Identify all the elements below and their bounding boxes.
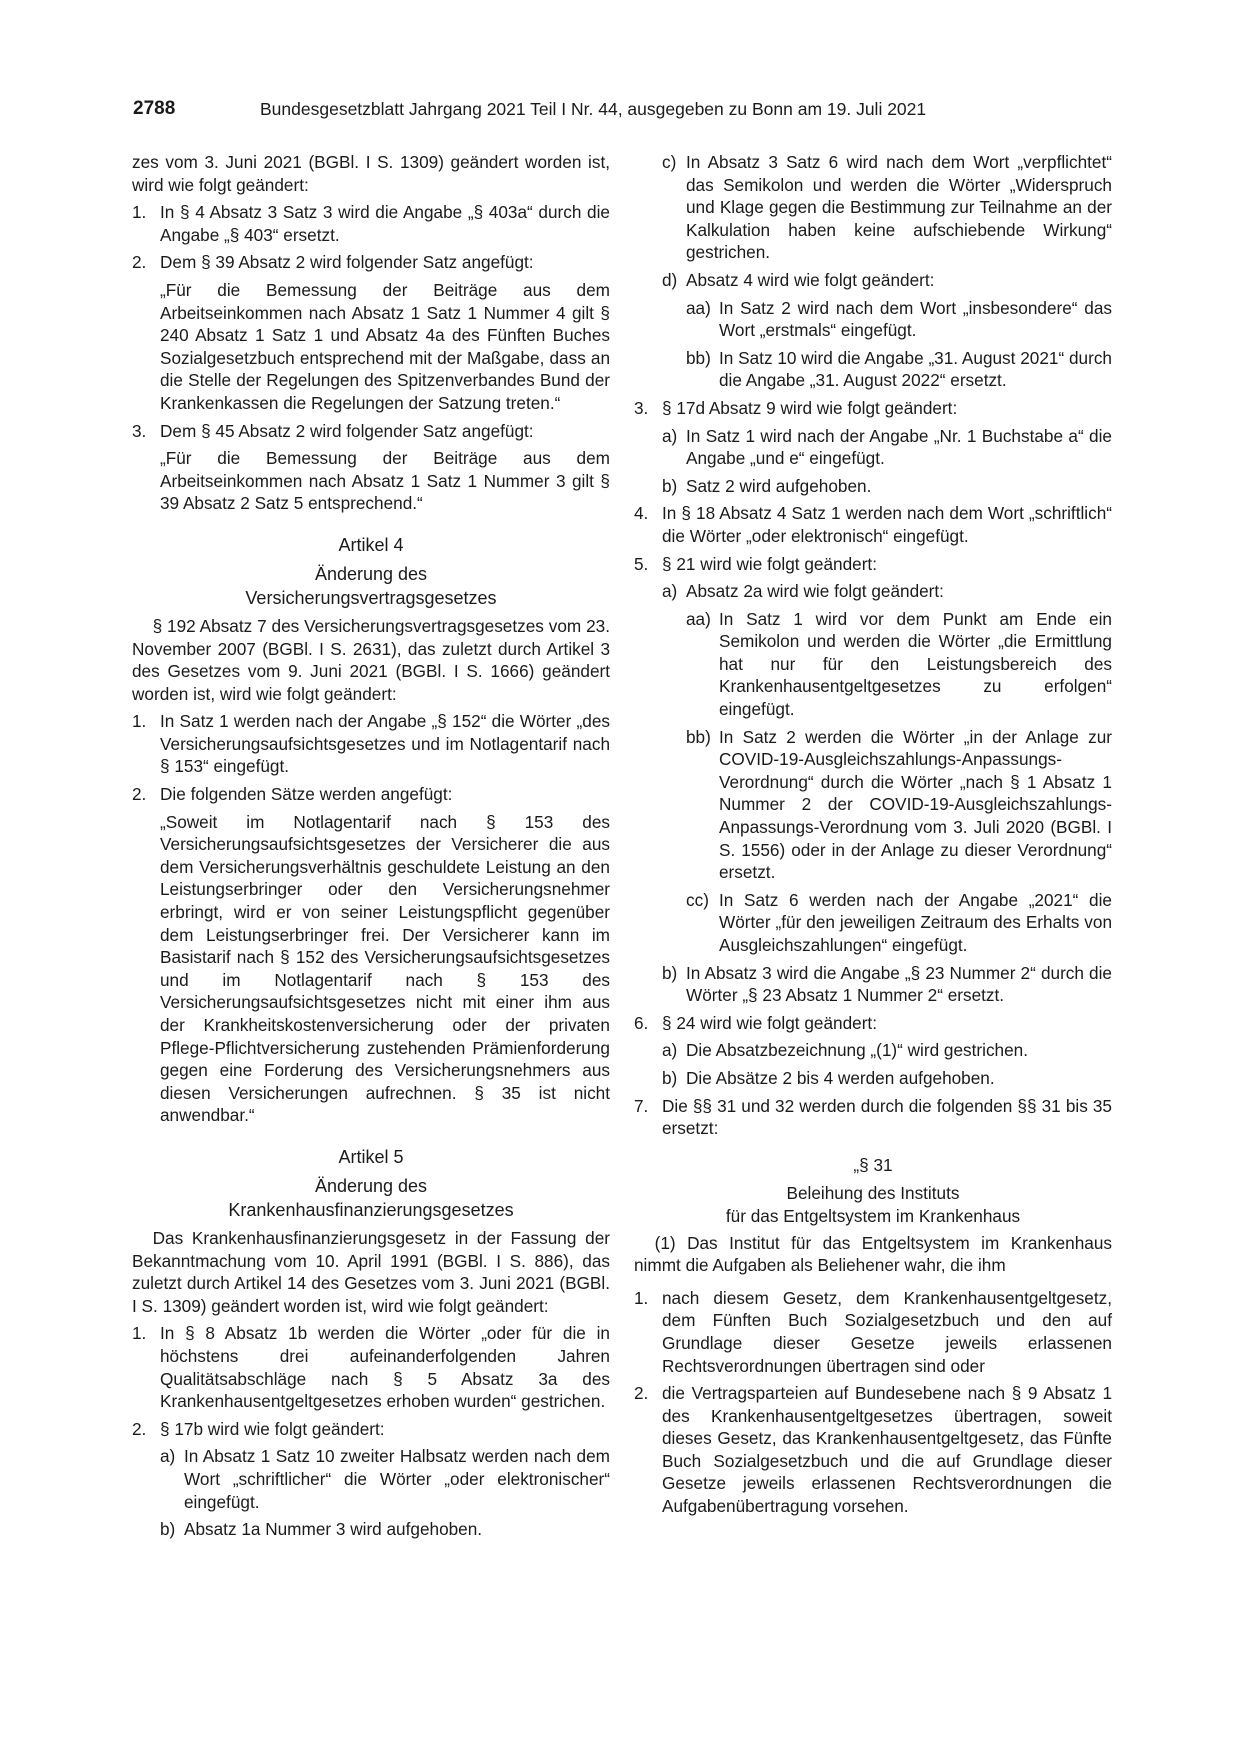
- sub-sub-item: [686, 889, 1112, 957]
- sub-item-text: Absatz 1a Nummer 3 wird aufgehoben.: [184, 1519, 483, 1540]
- item-text: In § 4 Absatz 3 Satz 3 wird die Angabe „§ 403a“ durch die Angabe „§ 403“ ersetzt.: [160, 202, 610, 245]
- article-title-line: Versicherungsvertragsgesetzes: [245, 587, 497, 608]
- continuation-paragraph: zes vom 3. Juni 2021 (BGBl. I S. 1309) geändert worden ist, wird wie folgt geändert:: [132, 152, 610, 195]
- sub-sub-item-text: In Satz 2 werden die Wörter „in der Anlage zur COVID-19-Ausgleichszahlungs-Anpassungs-Verordnung“ durch die Wörter „nach § 1 Absatz 1 Nummer 2 der COVID-19-Ausgleichszahlungs-Anpassungs-Verordnung vom 3. Juli 2020 (BGBl. I S. 1556) oder in der Anlage zu dieser Verordnung“ ersetzt.: [719, 726, 1112, 883]
- sub-sub-item: [686, 726, 1112, 884]
- sub-item-letter: a): [662, 425, 678, 446]
- article-title-line: Änderung des: [314, 1175, 428, 1196]
- item-number: 2.: [132, 784, 147, 805]
- item-text: Die §§ 31 und 32 werden durch die folgenden §§ 31 bis 35 ersetzt:: [662, 1095, 1112, 1139]
- item-text: § 21 wird wie folgt geändert:: [662, 553, 877, 574]
- item-text: Dem § 39 Absatz 2 wird folgender Satz angefügt:: [160, 252, 534, 273]
- sub-item: [662, 1067, 1112, 1090]
- sub-item-text: Die Absätze 2 bis 4 werden aufgehoben.: [686, 1067, 995, 1088]
- sub-sub-item: [686, 297, 1112, 342]
- sub-item-text: In Absatz 1 Satz 10 zweiter Halbsatz werden nach dem Wort „schriftlicher“ die Wörter „oder elektronischer“ eingefügt.: [184, 1446, 610, 1512]
- sub-sub-item-text: In Satz 2 wird nach dem Wort „insbesondere“ das Wort „erstmals“ eingefügt.: [719, 297, 1112, 341]
- item-number: 5.: [634, 553, 649, 574]
- item-text: die Vertragsparteien auf Bundesebene nach § 9 Absatz 1 des Krankenhausentgeltgesetzes übertragen, soweit dieses Gesetz, das Krankenhausentgeltgesetz, das Fünfte Buch Sozialgesetzbuch und die auf Grundlage dieser Gesetze jeweils erlassenen Rechtsverordnungen die Aufgabenübertragung vorsehen.: [662, 1383, 1112, 1517]
- sub-item: [662, 475, 1112, 498]
- sub-item-text: In Absatz 3 Satz 6 wird nach dem Wort „verpflichtet“ das Semikolon und werden die Wörter „Widerspruch und Klage gegen die Bestimmung zur Teilnahme an der Kalkulation haben keine aufschiebende Wirkung“ gestrichen.: [686, 152, 1112, 263]
- left-column: [132, 151, 610, 1541]
- sub-sub-item: [686, 608, 1112, 721]
- item-number: 1.: [132, 1323, 147, 1344]
- item-text: In § 18 Absatz 4 Satz 1 werden nach dem Wort „schriftlich“ die Wörter „oder elektronisch“ eingefügt.: [662, 503, 1112, 546]
- sub-item: [662, 269, 1112, 292]
- item-text: § 17b wird wie folgt geändert:: [160, 1418, 385, 1439]
- item-number: 7.: [634, 1095, 649, 1116]
- list-item: [132, 1322, 610, 1412]
- list-item: [634, 553, 1112, 576]
- list-item: [634, 1287, 1112, 1377]
- sub-sub-item-letter: bb): [686, 726, 711, 747]
- sub-item-letter: b): [662, 475, 678, 496]
- item-text: § 24 wird wie folgt geändert:: [662, 1012, 877, 1033]
- list-item: [634, 1012, 1112, 1035]
- sub-item: [662, 962, 1112, 1007]
- quoted-text: „Für die Bemessung der Beiträge aus dem Arbeitseinkommen nach Absatz 1 Satz 1 Nummer 3 gilt § 39 Absatz 2 Satz 5 entsprechend.“: [160, 448, 610, 514]
- running-title: Bundesgesetzblatt Jahrgang 2021 Teil I Nr. 44, ausgegeben zu Bonn am 19. Juli 2021: [260, 99, 927, 119]
- sub-item-letter: b): [160, 1519, 176, 1540]
- list-item: [634, 397, 1112, 420]
- sub-sub-item-letter: aa): [686, 608, 711, 629]
- item-number: 1.: [132, 202, 147, 223]
- item-number: 1.: [634, 1287, 649, 1308]
- page-number: 2788: [133, 98, 176, 119]
- sub-sub-item: [686, 347, 1112, 392]
- sub-sub-item-text: In Satz 6 werden nach der Angabe „2021“ die Wörter „für den jeweiligen Zeitraum des Erhalts von Ausgleichszahlungen“ eingefügt.: [719, 889, 1112, 955]
- article-intro: Das Krankenhausfinanzierungsgesetz in der Fassung der Bekanntmachung vom 10. April 1991 (BGBl. I S. 886), das zuletzt durch Artikel 14 des Gesetzes vom 3. Juni 2021 (BGBl. I S. 1309) geändert worden ist, wird wie folgt geändert:: [132, 1227, 610, 1316]
- list-item: [132, 710, 610, 778]
- sub-item: [160, 1445, 610, 1513]
- list-item: [132, 1418, 610, 1441]
- sub-item-letter: a): [662, 1040, 678, 1061]
- sub-sub-item-letter: cc): [686, 889, 709, 910]
- item-text: In § 8 Absatz 1b werden die Wörter „oder für die in höchstens drei aufeinanderfolgenden Jahren Qualitätsabschläge nach § 5 Absatz 3a des Krankenhausentgeltgesetzes erhoben wurden“ gestrichen.: [160, 1323, 610, 1412]
- sub-item-letter: a): [160, 1446, 176, 1467]
- item-number: 1.: [132, 711, 147, 732]
- article-title-line: Krankenhausfinanzierungsgesetzes: [228, 1199, 514, 1220]
- sub-item-letter: c): [662, 152, 677, 172]
- item-text: Dem § 45 Absatz 2 wird folgender Satz angefügt:: [160, 420, 534, 441]
- article-label: Artikel 4: [338, 534, 404, 555]
- sub-item-letter: b): [662, 1067, 678, 1088]
- sub-item-text: Absatz 4 wird wie folgt geändert:: [686, 269, 935, 290]
- quoted-text: „Soweit im Notlagentarif nach § 153 des Versicherungsaufsichtsgesetzes der Versicherer die aus dem Versicherungsverhältnis geschuldete Leistung an den Leistungserbringer oder den Versicherungsnehmer erbringt, wird er von seiner Leistungspflicht gegenüber dem Leistungserbringer frei. Der Versicherer kann im Basistarif nach § 152 des Versicherungsaufsichtsgesetzes und im Notlagentarif nach § 153 des Versicherungsaufsichtsgesetzes nicht mit einer ihm aus der Krankheitskostenversicherung oder der privaten Pflege-Pflichtversicherung zustehenden Prämienforderung gegen eine Forderung des Versicherungsnehmers aus diesen Versicherungen aufrechnen. § 35 ist nicht anwendbar.“: [160, 811, 610, 1126]
- sub-item: [662, 425, 1112, 470]
- sub-sub-item-letter: aa): [686, 297, 711, 318]
- list-item: [132, 420, 610, 443]
- sub-item-letter: d): [662, 269, 678, 290]
- list-item: [634, 1382, 1112, 1518]
- item-number: 6.: [634, 1012, 649, 1033]
- list-item: [634, 1095, 1112, 1140]
- section-title-line: Beleihung des Instituts: [786, 1183, 960, 1204]
- sub-item: [662, 580, 1112, 603]
- item-number: 2.: [634, 1383, 649, 1404]
- sub-sub-item-text: In Satz 1 wird vor dem Punkt am Ende ein Semikolon und werden die Wörter „die Ermittlung hat nur für den Leistungsbereich des Krankenhausentgeltgesetzes zu erfolgen“ eingefügt.: [719, 608, 1112, 720]
- sub-item-text: In Absatz 3 wird die Angabe „§ 23 Nummer 2“ durch die Wörter „§ 23 Absatz 1 Nummer 2“ ersetzt.: [686, 962, 1112, 1006]
- item-number: 2.: [132, 252, 147, 273]
- item-text: nach diesem Gesetz, dem Krankenhausentgeltgesetz, dem Fünften Buch Sozialgesetzbuch und den auf Grundlage dieser Gesetze jeweils erlassenen Rechtsverordnungen übertragen sind oder: [662, 1287, 1112, 1376]
- sub-item-text: Die Absatzbezeichnung „(1)“ wird gestrichen.: [686, 1040, 1029, 1061]
- item-text: Die folgenden Sätze werden angefügt:: [160, 784, 453, 805]
- list-item: [132, 783, 610, 806]
- sub-item-text: In Satz 1 wird nach der Angabe „Nr. 1 Buchstabe a“ die Angabe „und e“ eingefügt.: [686, 425, 1112, 469]
- list-item: [634, 502, 1112, 547]
- item-text: In Satz 1 werden nach der Angabe „§ 152“ die Wörter „des Versicherungsaufsichtsgesetzes und im Notlagentarif nach § 153“ eingefügt.: [160, 711, 610, 777]
- item-number: 3.: [132, 420, 147, 441]
- list-item: [132, 201, 610, 246]
- section-label: „§ 31: [853, 1154, 893, 1175]
- right-column: [634, 151, 1112, 1518]
- item-number: 4.: [634, 503, 649, 524]
- list-item: [132, 251, 610, 274]
- quoted-text: „Für die Bemessung der Beiträge aus dem Arbeitseinkommen nach Absatz 1 Satz 1 Nummer 4 gilt § 240 Absatz 1 Satz 1 und Absatz 4a des Fünften Buches Sozialgesetzbuch entsprechend mit der Maßgabe, dass an die Stelle der Regelungen des Spitzenverbandes Bund der Krankenkassen die Regelungen der Satzung treten.“: [160, 279, 610, 413]
- sub-item: [662, 151, 1112, 264]
- section-paragraph: (1) Das Institut für das Entgeltsystem im Krankenhaus nimmt die Aufgaben als Beliehener wahr, die ihm: [634, 1232, 1112, 1276]
- article-intro: § 192 Absatz 7 des Versicherungsvertragsgesetzes vom 23. November 2007 (BGBl. I S. 2631), das zuletzt durch Artikel 3 des Gesetzes vom 9. Juni 2021 (BGBl. I S. 1666) geändert worden ist, wird wie folgt geändert:: [132, 615, 610, 704]
- sub-item: [160, 1518, 610, 1541]
- sub-item: [662, 1039, 1112, 1062]
- sub-sub-item-letter: bb): [686, 347, 711, 368]
- section-title-line: für das Entgeltsystem im Krankenhaus: [725, 1205, 1021, 1226]
- sub-item-text: Satz 2 wird aufgehoben.: [686, 475, 872, 496]
- article-title-line: Änderung des: [314, 563, 428, 584]
- sub-item-letter: b): [662, 962, 678, 983]
- article-label: Artikel 5: [338, 1146, 404, 1167]
- item-text: § 17d Absatz 9 wird wie folgt geändert:: [662, 397, 958, 418]
- sub-item-text: Absatz 2a wird wie folgt geändert:: [686, 581, 944, 602]
- item-number: 2.: [132, 1418, 147, 1439]
- sub-item-letter: a): [662, 581, 678, 602]
- item-number: 3.: [634, 397, 649, 418]
- sub-sub-item-text: In Satz 10 wird die Angabe „31. August 2021“ durch die Angabe „31. August 2022“ ersetzt.: [719, 347, 1112, 391]
